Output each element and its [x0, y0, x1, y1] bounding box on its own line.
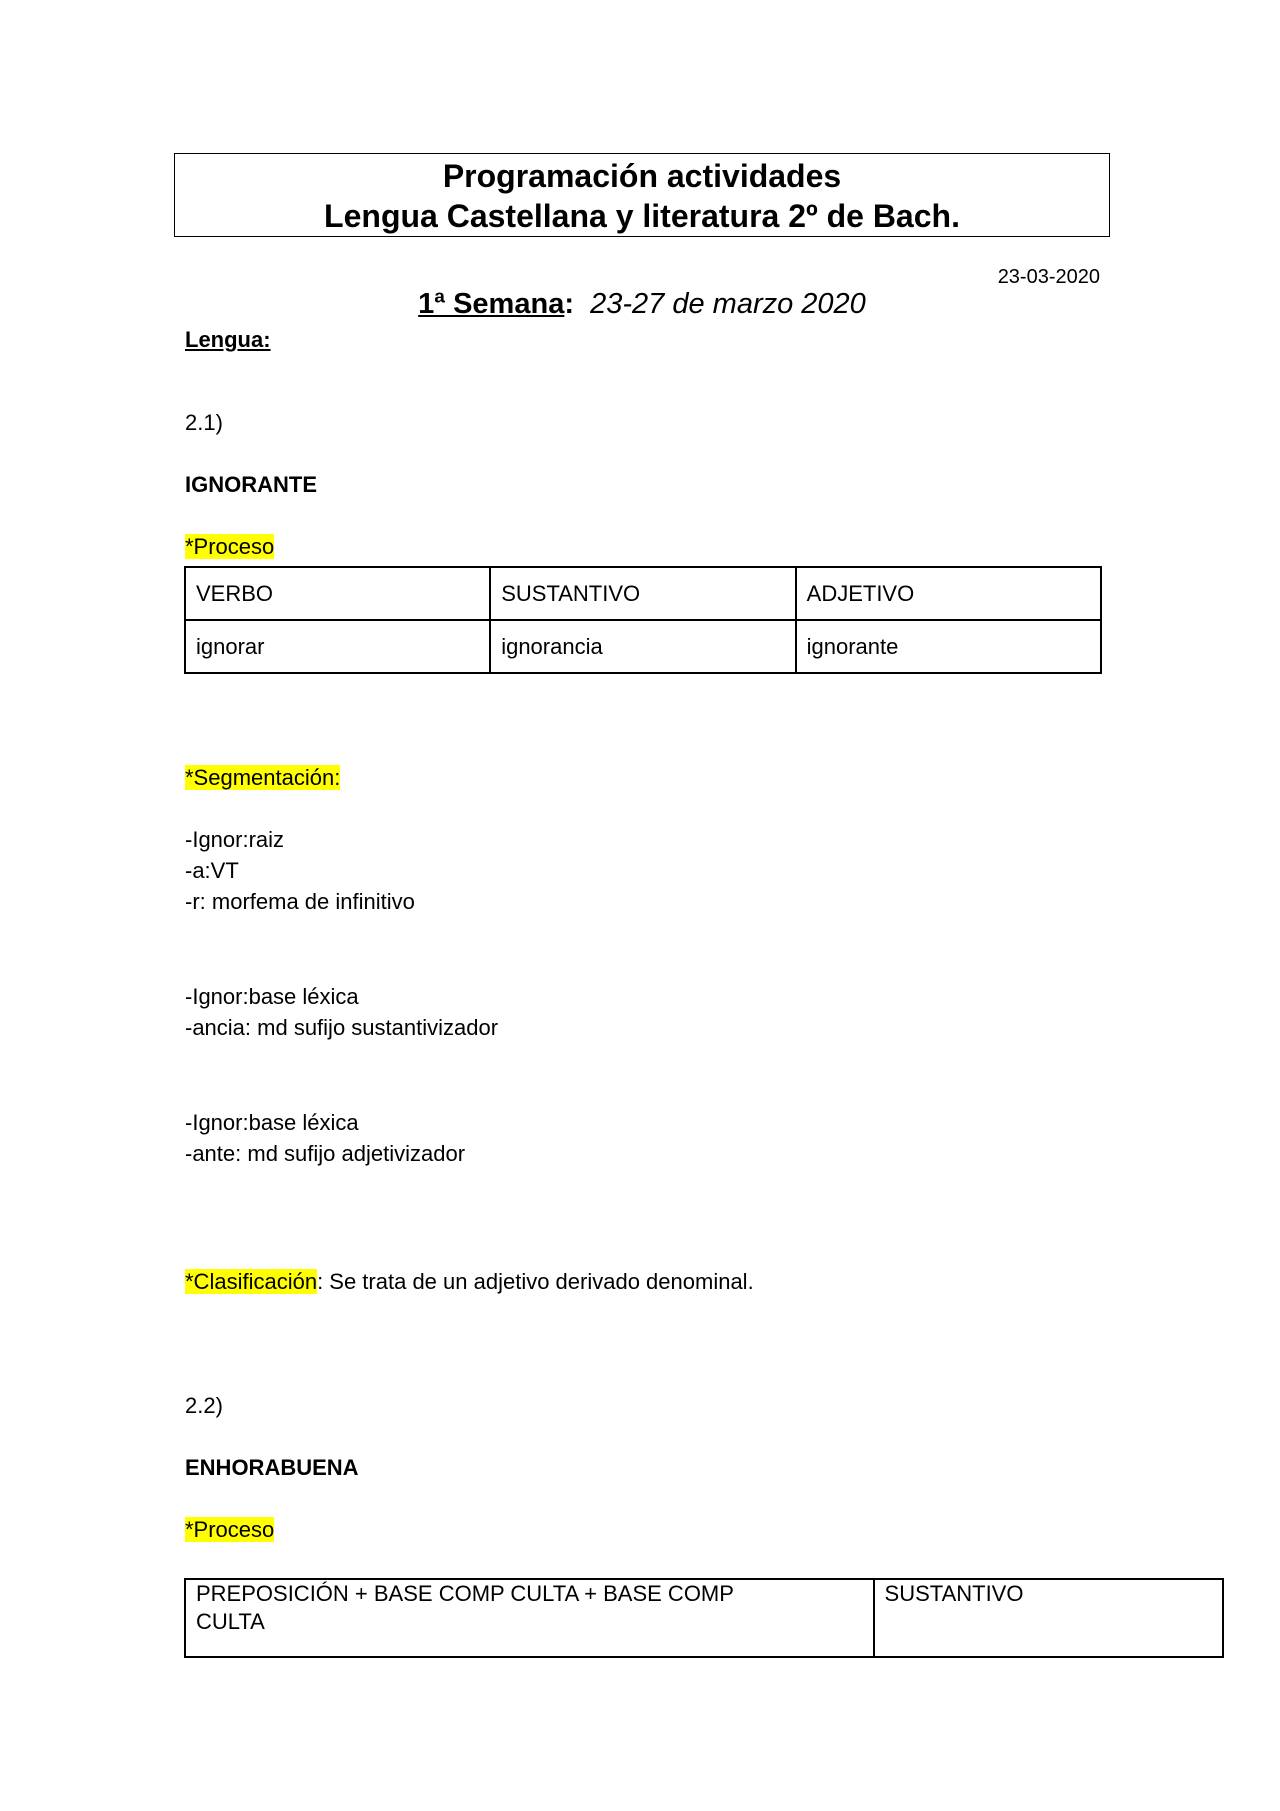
segmentation-group-3 — [185, 1107, 465, 1169]
clasificacion-highlight: *Clasificación — [185, 1269, 318, 1294]
table-cell: SUSTANTIVO — [874, 1579, 1223, 1657]
exercise-word-1: IGNORANTE — [185, 472, 317, 497]
title-box — [174, 153, 1110, 237]
table-cell — [185, 1579, 874, 1657]
table-row — [185, 620, 1101, 673]
table-header-cell: ADJETIVO — [796, 567, 1101, 620]
week-label: 1ª Semana — [418, 288, 565, 320]
proceso-label-2 — [185, 1514, 274, 1545]
table-cell: ignorar — [185, 620, 490, 673]
section-lengua: Lengua: — [185, 327, 271, 352]
segmentation-group-2 — [185, 981, 498, 1043]
week-range: 23-27 de marzo 2020 — [590, 288, 866, 320]
table-header-cell: VERBO — [185, 567, 490, 620]
segmentation-line: -Ignor:base léxica — [185, 1110, 359, 1135]
proceso-table-2 — [184, 1578, 1224, 1658]
table-cell: ignorante — [796, 620, 1101, 673]
segmentation-line: -Ignor:base léxica — [185, 984, 359, 1009]
week-colon: : — [564, 288, 574, 320]
table-cell-line: CULTA — [196, 1609, 265, 1634]
segmentation-line: -Ignor:raiz — [185, 827, 285, 852]
table-row — [185, 1579, 1223, 1657]
segmentation-group-1 — [185, 824, 415, 917]
clasificacion-line — [185, 1266, 754, 1297]
table-cell: ignorancia — [490, 620, 795, 673]
proceso-table-1 — [184, 566, 1102, 674]
segmentation-line: -r: morfema de infinitivo — [185, 889, 415, 914]
title-line-1: Programación actividades — [442, 158, 842, 194]
segmentation-line: -a:VT — [185, 858, 239, 883]
clasificacion-text: : Se trata de un adjetivo derivado denominal. — [317, 1269, 754, 1294]
table-header-cell: SUSTANTIVO — [490, 567, 795, 620]
week-heading — [174, 288, 1110, 321]
proceso-label-1 — [185, 531, 274, 562]
segmentacion-highlight: *Segmentación: — [185, 765, 341, 790]
table-cell-line: PREPOSICIÓN + BASE COMP CULTA + BASE COMP — [196, 1581, 734, 1606]
title-line-2: Lengua Castellana y literatura 2º de Bach. — [324, 198, 960, 234]
proceso-highlight-2: *Proceso — [185, 1517, 275, 1542]
proceso-highlight-1: *Proceso — [185, 534, 275, 559]
exercise-number-2: 2.2) — [185, 1393, 223, 1418]
document-date: 23-03-2020 — [997, 266, 1100, 288]
segmentacion-label — [185, 762, 340, 793]
segmentation-line: -ancia: md sufijo sustantivizador — [185, 1015, 499, 1040]
table-header-row — [185, 567, 1101, 620]
exercise-word-2: ENHORABUENA — [185, 1455, 359, 1480]
segmentation-line: -ante: md sufijo adjetivizador — [185, 1141, 466, 1166]
exercise-number-1: 2.1) — [185, 410, 223, 435]
